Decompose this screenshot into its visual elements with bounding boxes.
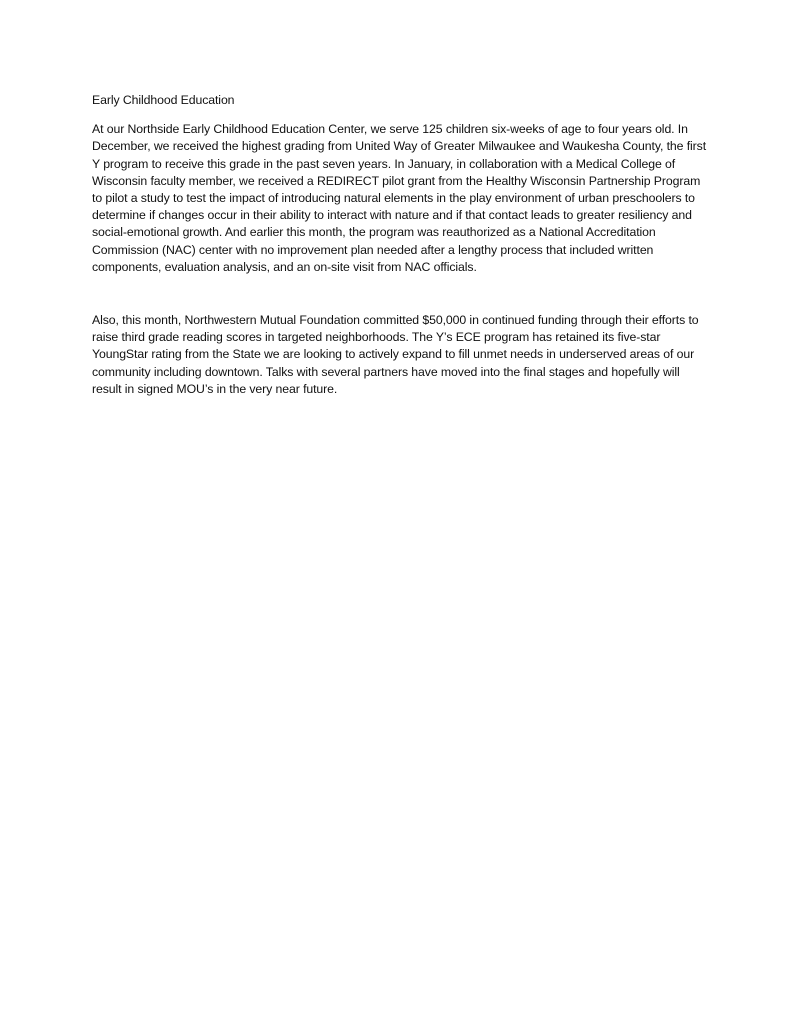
paragraph-1: At our Northside Early Childhood Education Center, we serve 125 children six-weeks of age to four years old. In December, we received the highest grading from United Way of Greater Milwaukee and Waukesha County, the first Y program to receive this grade in the past seven years. In January, in collaboration with a Medical College of Wisconsin faculty member, we received a REDIRECT pilot grant from the Healthy Wisconsin Partnership Program to pilot a study to test the impact of introducing natural elements in the play environment of urban preschoolers to determine if changes occur in their ability to interact with nature and if that contact leads to greater resiliency and social-emotional growth. And earlier this month, the program was reauthorized as a National Accreditation Commission (NAC) center with no improvement plan needed after a lengthy process that included written components, evaluation analysis, and an on-site visit from NAC officials.: [92, 122, 707, 274]
paragraph-2: Also, this month, Northwestern Mutual Foundation committed $50,000 in continued funding through their efforts to raise third grade reading scores in targeted neighborhoods. The Y’s ECE program has retained its five-star YoungStar rating from the State we are looking to actively expand to fill unmet needs in underserved areas of our community including downtown. Talks with several partners have moved into the final stages and hopefully will result in signed MOU’s in the very near future.: [92, 313, 699, 396]
document-body: [92, 92, 707, 398]
section-heading: Early Childhood Education: [92, 93, 235, 107]
